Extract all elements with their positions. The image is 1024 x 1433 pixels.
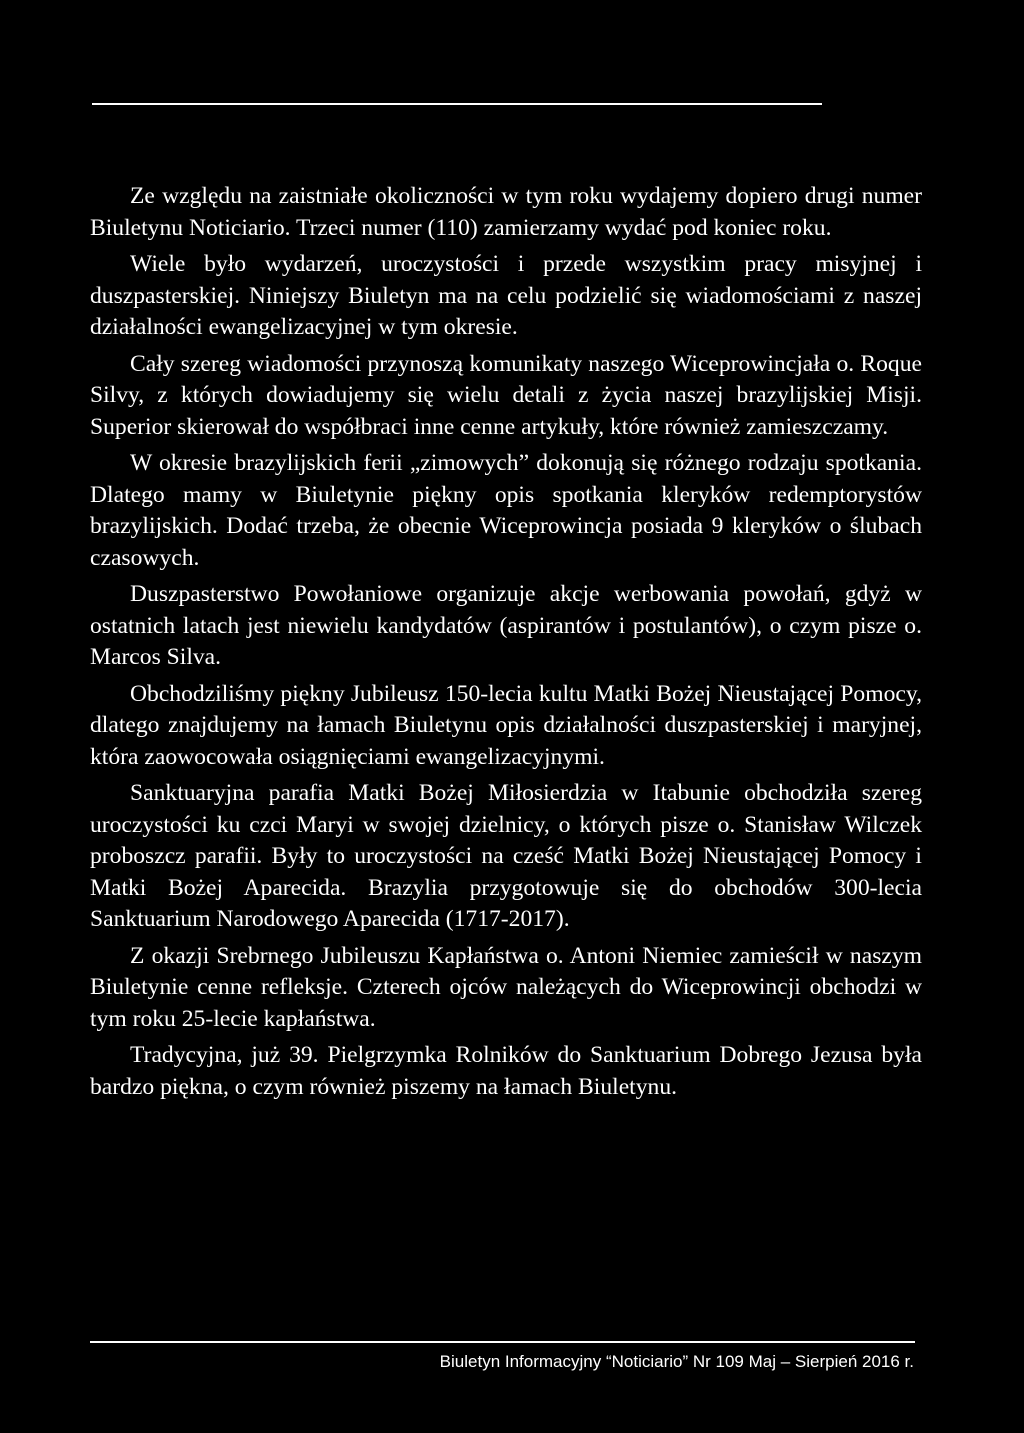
article-body bbox=[90, 181, 922, 1108]
paragraph: Obchodziliśmy piękny Jubileusz 150-lecia kultu Matki Bożej Nieustającej Pomocy, dlatego znajdujemy na łamach Biuletynu opis działalności duszpasterskiej i maryjnej, która zaowocowała osiągnięciami ewangelizacyjnymi. bbox=[90, 680, 922, 770]
paragraph: Wiele było wydarzeń, uroczystości i przede wszystkim pracy misyjnej i duszpasterskiej. Niniejszy Biuletyn ma na celu podzielić się wiadomościami z naszej działalności ewangelizacyjnej w tym okresie. bbox=[90, 251, 922, 340]
footer-divider bbox=[90, 1341, 915, 1343]
paragraph: Ze względu na zaistniałe okoliczności w tym roku wydajemy dopiero drugi numer Biuletynu Noticiario. Trzeci numer (110) zamierzamy wydać pod koniec roku. bbox=[90, 183, 922, 241]
page-footer: Biuletyn Informacyjny “Noticiario” Nr 109 Maj – Sierpień 2016 r. bbox=[439, 1352, 914, 1371]
paragraph: W okresie brazylijskich ferii „zimowych” dokonują się różnego rodzaju spotkania. Dlatego mamy w Biuletynie piękny opis spotkania kleryków redemptorystów brazylijskich. Dodać trzeba, że obecnie Wiceprowincja posiada 9 kleryków o ślubach czasowych. bbox=[90, 450, 922, 571]
top-divider bbox=[92, 103, 822, 105]
paragraph: Duszpasterstwo Powołaniowe organizuje akcje werbowania powołań, gdyż w ostatnich latach jest niewielu kandydatów (aspirantów i postulantów), o czym pisze o. Marcos Silva. bbox=[90, 581, 922, 670]
paragraph: Cały szereg wiadomości przynoszą komunikaty naszego Wiceprowincjała o. Roque Silvy, z których dowiadujemy się wielu detali z życia naszej brazylijskiej Misji. Superior skierował do współbraci inne cenne artykuły, które również zamieszczamy. bbox=[90, 350, 922, 440]
paragraph: Tradycyjna, już 39. Pielgrzymka Rolników do Sanktuarium Dobrego Jezusa była bardzo piękna, o czym również piszemy na łamach Biuletynu. bbox=[90, 1042, 922, 1100]
paragraph: Z okazji Srebrnego Jubileuszu Kapłaństwa o. Antoni Niemiec zamieścił w naszym Biuletynie cenne refleksje. Czterech ojców należących do Wiceprowincji obchodzi w tym roku 25-lecie kapłaństwa. bbox=[90, 942, 922, 1032]
paragraph: Sanktuaryjna parafia Matki Bożej Miłosierdzia w Itabunie obchodziła szereg uroczystości ku czci Maryi w swojej dzielnicy, o których pisze o. Stanisław Wilczek proboszcz parafii. Były to uroczystości na cześć Matki Bożej Nieustającej Pomocy i Matki Bożej Aparecida. Brazylia przygotowuje się do obchodów 300-lecia Sanktuarium Narodowego Aparecida (1717-2017). bbox=[90, 780, 922, 932]
